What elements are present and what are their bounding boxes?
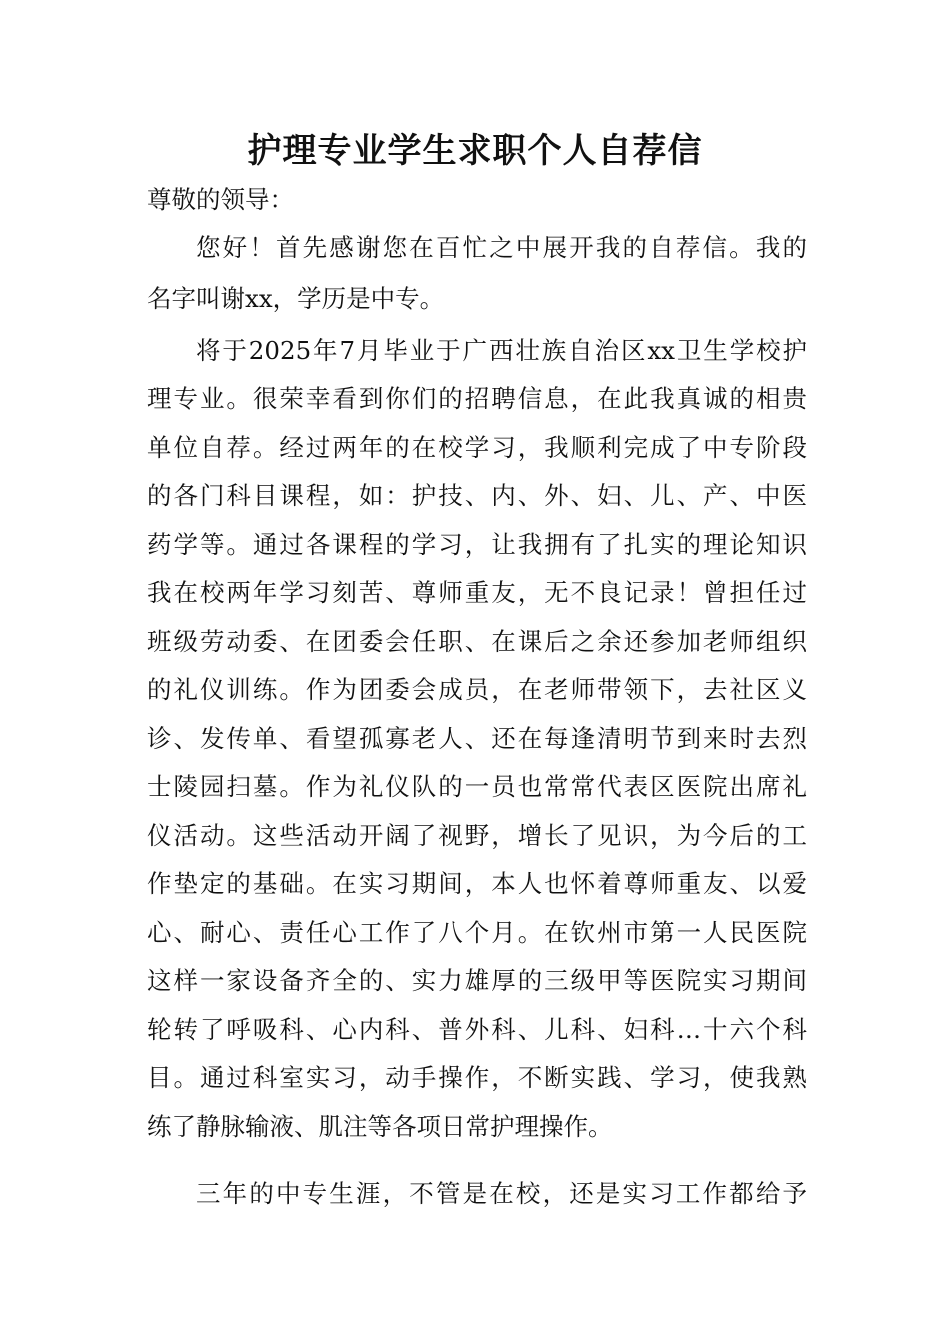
body-line: 轮转了呼吸科、心内科、普外科、儿科、妇科…十六个科: [147, 1015, 807, 1044]
body-line: 士陵园扫墓。作为礼仪队的一员也常常代表区医院出席礼: [147, 772, 807, 801]
body-line: 的各门科目课程，如：护技、内、外、妇、儿、产、中医: [147, 481, 807, 510]
body-line: 药学等。通过各课程的学习，让我拥有了扎实的理论知识: [147, 530, 807, 559]
body-line: 名字叫谢xx，学历是中专。: [147, 284, 445, 313]
body-line: 诊、发传单、看望孤寡老人、还在每逢清明节到来时去烈: [147, 724, 807, 753]
body-line: 班级劳动委、在团委会任职、在课后之余还参加老师组织: [147, 627, 807, 656]
body-line: 仪活动。这些活动开阔了视野，增长了见识，为今后的工: [147, 821, 807, 850]
body-line: 单位自荐。经过两年的在校学习，我顺利完成了中专阶段: [147, 433, 807, 462]
body-line: 练了静脉输液、肌注等各项日常护理操作。: [147, 1112, 613, 1141]
body-line: 心、耐心、责任心工作了八个月。在钦州市第一人民医院: [147, 918, 807, 947]
salutation: 尊敬的领导：: [147, 185, 294, 214]
document-title: 护理专业学生求职个人自荐信: [247, 131, 703, 171]
body-line: 您好！首先感谢您在百忙之中展开我的自荐信。我的: [196, 233, 807, 262]
body-line: 作垫定的基础。在实习期间，本人也怀着尊师重友、以爱: [147, 869, 807, 898]
body-line: 我在校两年学习刻苦、尊师重友，无不良记录！曾担任过: [147, 578, 807, 607]
body-line: 将于2025年7月毕业于广西壮族自治区xx卫生学校护: [196, 336, 807, 365]
body-line: 这样一家设备齐全的、实力雄厚的三级甲等医院实习期间: [147, 966, 807, 995]
body-line: 目。通过科室实习，动手操作，不断实践、学习，使我熟: [147, 1063, 807, 1092]
body-line: 理专业。很荣幸看到你们的招聘信息，在此我真诚的相贵: [147, 384, 807, 413]
body-line: 的礼仪训练。作为团委会成员，在老师带领下，去社区义: [147, 675, 807, 704]
body-line: 三年的中专生涯，不管是在校，还是实习工作都给予: [196, 1179, 807, 1208]
